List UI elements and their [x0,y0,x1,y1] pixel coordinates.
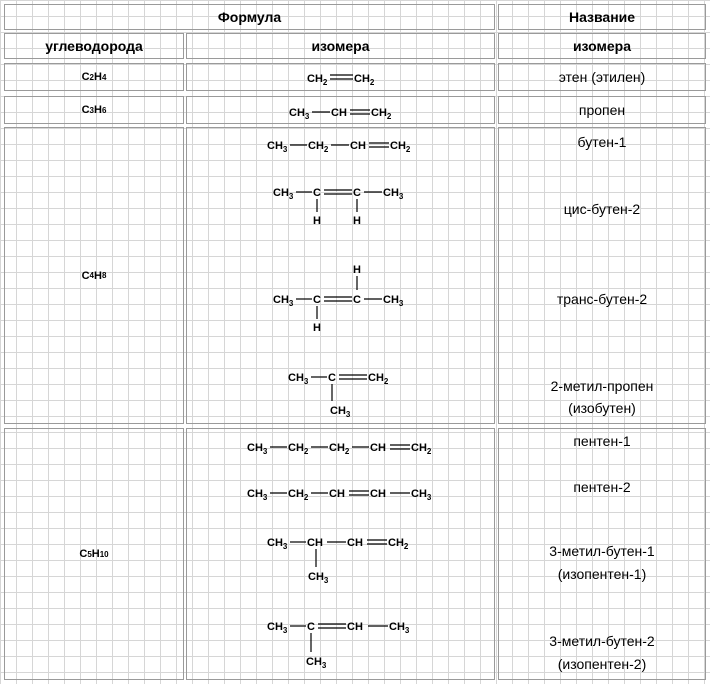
hydrocarbon-c5h10: C 5 H 10 [4,428,184,680]
atom-ch3: $CH_3$ [330,405,351,419]
atom-ch2: $CH_2$ [288,488,309,502]
structure-butene-1 [267,140,411,154]
header-isomer-formula: изомера [186,33,495,59]
atom-ch3: $CH_3$ [267,621,288,635]
atom-ch: CH [350,140,366,152]
structure-cis-butene-2 [273,187,404,227]
atom-c: C [313,294,321,306]
hydrocarbon-c2h4: C 2 H 4 [4,63,184,91]
structure-isopentene-1 [267,537,409,585]
atom-ch2: $CH_2$ [411,442,432,456]
isomer-name: пропен [578,102,626,118]
atom-ch3: $CH_3$ [288,372,309,386]
atom-c: C [328,372,336,384]
atom-ch3: $CH_3$ [267,537,288,551]
structure-trans-butene-2 [273,264,404,334]
header-isomer-name: изомера [498,33,706,59]
atom-ch2: $CH_2$ [307,73,328,87]
isomer-name: 3-метил-бутен-1 [549,543,655,559]
atom-ch2: $CH_2$ [308,140,329,154]
atom-h: H [313,322,321,334]
structure-pentene-1 [247,442,432,456]
atom-ch3: $CH_3$ [247,442,268,456]
atom-ch3: $CH_3$ [306,656,327,670]
isomer-name: этен (этилен) [558,69,646,85]
atom-ch2: $CH_2$ [371,107,392,121]
header-hydrocarbon: углеводорода [4,33,184,59]
atom-ch2: $CH_2$ [390,140,411,154]
header-formula: Формула [4,4,495,30]
structure-ethene [307,73,375,87]
atom-ch2: $CH_2$ [329,442,350,456]
atom-ch2: $CH_2$ [368,372,389,386]
atom-ch2: $CH_2$ [354,73,375,87]
structure-propene [289,107,392,121]
atom-h: H [313,215,321,227]
header-name: Название [498,4,706,30]
isomer-name: транс-бутен-2 [556,291,648,307]
isomer-name: 3-метил-бутен-2 [549,633,655,649]
isomer-name: 2-метил-пропен [550,378,654,394]
atom-ch: CH [347,537,363,549]
atom-c: C [307,621,315,633]
atom-ch: CH [370,488,386,500]
atom-h: H [353,264,361,276]
hydrocarbon-c3h6: C 3 H 6 [4,96,184,124]
atom-ch3: $CH_3$ [273,294,294,308]
isomer-name: пентен-2 [573,479,631,495]
atom-ch: CH [347,621,363,633]
isomer-alt-name: (изобутен) [568,400,636,416]
isomer-name: пентен-1 [573,433,631,449]
isomer-name: цис-бутен-2 [563,201,641,217]
isomer-alt-name: (изопентен-1) [557,566,647,582]
atom-ch: CH [329,488,345,500]
atom-ch3: $CH_3$ [273,187,294,201]
structure-pentene-2 [247,488,432,502]
structure-isobutene [288,372,389,419]
atom-ch3: $CH_3$ [383,187,404,201]
atom-ch: CH [307,537,323,549]
atom-ch2: $CH_2$ [388,537,409,551]
atom-ch3: $CH_3$ [383,294,404,308]
hydrocarbon-c4h8: C 4 H 8 [4,127,184,424]
atom-ch3: $CH_3$ [389,621,410,635]
isomer-name: бутен-1 [577,134,627,150]
atom-ch: CH [331,107,347,119]
atom-h: H [353,215,361,227]
atom-ch3: $CH_3$ [308,571,329,585]
atom-c: C [353,294,361,306]
atom-ch2: $CH_2$ [288,442,309,456]
atom-c: C [313,187,321,199]
atom-ch3: $CH_3$ [267,140,288,154]
structure-isopentene-2 [267,621,410,670]
atom-ch: CH [370,442,386,454]
atom-ch3: $CH_3$ [289,107,310,121]
isomer-alt-name: (изопентен-2) [557,656,647,672]
atom-ch3: $CH_3$ [247,488,268,502]
atom-c: C [353,187,361,199]
atom-ch3: $CH_3$ [411,488,432,502]
